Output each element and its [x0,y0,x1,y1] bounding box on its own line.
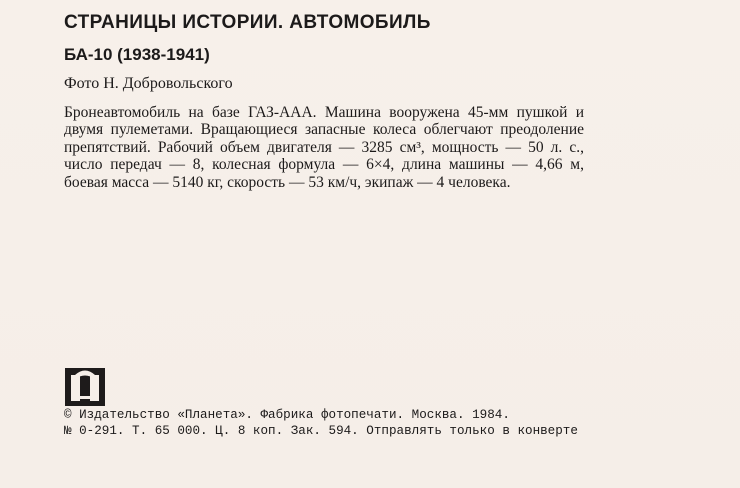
imprint [64,407,584,439]
planeta-publisher-logo-icon [65,368,105,406]
model-title: БА-10 (1938-1941) [64,45,210,64]
photo-credit: Фото Н. Добровольского [64,75,233,92]
imprint-line-1: © Издательство «Планета». Фабрика фотопечати. Москва. 1984. [64,408,510,422]
imprint-line-2: № 0-291. Т. 65 000. Ц. 8 коп. Зак. 594. Отправлять только в конверте [64,424,578,438]
description-paragraph: Бронеавтомобиль на базе ГАЗ-ААА. Машина вооружена 45-мм пушкой и двумя пулеметами. Вращающиеся запасные колеса облегчают преодоление препятствий. Рабочий объем двигателя — 3285 см³, мощность — 50 л. с., число передач — 8, колесная формула — 6×4, длина машины — 4,66 м, боевая масса — 5140 кг, скорость — 53 км/ч, экипаж — 4 человека. [64,104,584,191]
series-title: СТРАНИЦЫ ИСТОРИИ. АВТОМОБИЛЬ [64,12,431,33]
